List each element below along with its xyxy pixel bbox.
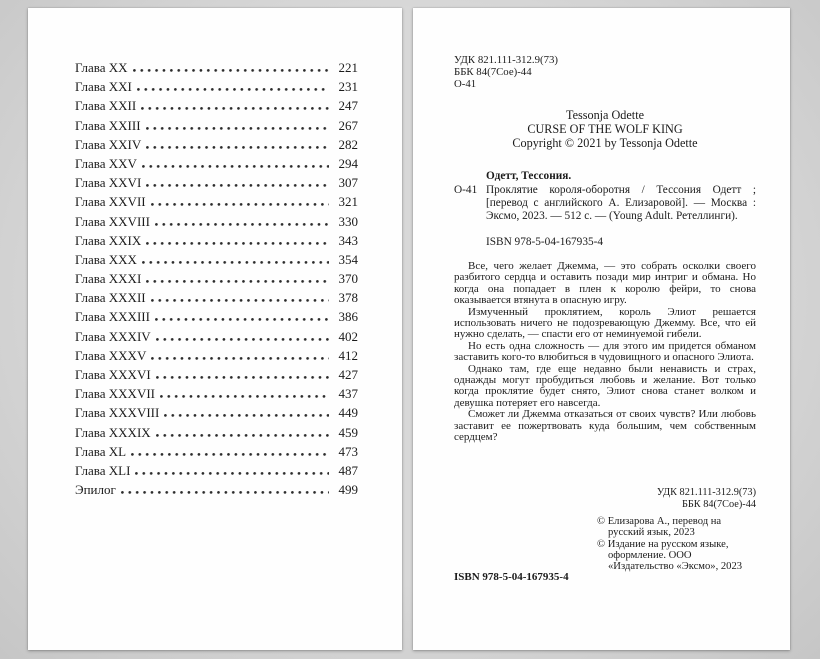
toc-dot-leader xyxy=(146,137,329,149)
toc-chapter-label: Глава XXVII xyxy=(75,194,146,210)
toc-dot-leader xyxy=(142,252,329,264)
toc-page-number: 267 xyxy=(338,117,358,133)
toc-page-number: 449 xyxy=(338,405,358,421)
annotation-paragraph: Измученный проклятием, король Элиот решается использовать ничего не подозревающую Джемму. Все, что ей нужно сделать, — спасти его от неминуемой гибели. xyxy=(454,305,756,341)
annotation-block xyxy=(454,261,756,444)
classification-bottom-block xyxy=(454,487,756,510)
toc-page-number: 282 xyxy=(338,136,358,152)
toc-page-number: 370 xyxy=(338,271,358,287)
toc-dot-leader xyxy=(151,348,329,360)
toc-chapter-label: Глава XXIV xyxy=(75,136,142,152)
toc-entry[interactable] xyxy=(75,60,358,79)
toc-dot-leader xyxy=(146,271,329,283)
toc-page-number: 437 xyxy=(338,386,358,402)
toc-entry[interactable] xyxy=(75,405,358,424)
annotation-paragraph: Все, чего желает Джемма, — это собрать осколки своего разбитого сердца и оставить позади мир интриг и обмана. Но когда она попадает в плен к королю фейри, то снова оказывается втянута в опасную игру. xyxy=(454,260,756,307)
toc-dot-leader xyxy=(142,156,329,168)
author-sign-code: О-41 xyxy=(454,78,477,90)
copyright-notice: © Издание на русском языке, оформление. ООО «Издательство «Эксмо», 2023 xyxy=(597,538,743,573)
copyright-notices-block xyxy=(597,516,757,572)
toc-entry[interactable] xyxy=(75,309,358,328)
toc-entry[interactable] xyxy=(75,79,358,98)
toc-chapter-label: Глава XXVI xyxy=(75,175,142,191)
toc-page-number: 386 xyxy=(338,309,358,325)
toc-dot-leader xyxy=(156,425,329,437)
udk-line: УДК 821.111-312.9(73) xyxy=(454,54,558,66)
toc-entry[interactable] xyxy=(75,175,358,194)
toc-chapter-label: Глава XL xyxy=(75,443,127,459)
toc-entry[interactable] xyxy=(75,348,358,367)
toc-entry[interactable] xyxy=(75,214,358,233)
toc-chapter-label: Глава XXIII xyxy=(75,117,141,133)
toc-dot-leader xyxy=(155,309,329,321)
toc-entry[interactable] xyxy=(75,444,358,463)
toc-chapter-label: Глава XXXV xyxy=(75,347,147,363)
toc-dot-leader xyxy=(135,463,329,475)
catalog-card-block xyxy=(454,170,756,249)
toc-entry[interactable] xyxy=(75,482,358,501)
toc-entry[interactable] xyxy=(75,137,358,156)
toc-page-number: 343 xyxy=(338,232,358,248)
toc-entry[interactable] xyxy=(75,367,358,386)
toc-dot-leader xyxy=(146,118,329,130)
toc-dot-leader xyxy=(156,329,329,341)
toc-page-number: 412 xyxy=(338,347,358,363)
toc-page-number: 231 xyxy=(338,79,358,95)
toc-entry[interactable] xyxy=(75,194,358,213)
toc-chapter-label: Глава XXXIII xyxy=(75,309,150,325)
toc-page-number: 402 xyxy=(338,328,358,344)
catalog-entry-row xyxy=(454,184,756,223)
original-title: CURSE OF THE WOLF KING xyxy=(527,122,683,136)
toc-dot-leader xyxy=(146,233,329,245)
toc-entry[interactable] xyxy=(75,386,358,405)
toc-entry[interactable] xyxy=(75,98,358,117)
toc-page-number: 459 xyxy=(338,424,358,440)
toc-dot-leader xyxy=(151,290,329,302)
toc-dot-leader xyxy=(133,60,329,72)
catalog-description: Проклятие короля-оборотня / Тессония Одетт ; [перевод с английского А. Елизаровой]. — Москва : Эксмо, 2023. — 512 с. — (Young Adult. Ретеллинги). xyxy=(486,184,756,222)
toc-chapter-label: Глава XXV xyxy=(75,155,137,171)
toc-chapter-label: Эпилог xyxy=(75,482,116,498)
toc-chapter-label: Глава XXII xyxy=(75,98,137,114)
toc-entry[interactable] xyxy=(75,118,358,137)
toc-entry[interactable] xyxy=(75,252,358,271)
toc-dot-leader xyxy=(141,98,329,110)
udk-line-bottom: УДК 821.111-312.9(73) xyxy=(656,487,756,498)
toc-dot-leader xyxy=(131,444,329,456)
toc-page-number: 499 xyxy=(338,482,358,498)
toc-entry[interactable] xyxy=(75,425,358,444)
toc-entry[interactable] xyxy=(75,329,358,348)
toc-chapter-label: Глава XXXIV xyxy=(75,328,151,344)
toc-page-number: 247 xyxy=(338,98,358,114)
annotation-paragraph: Однако там, где еще недавно были ненависть и страх, однажды могут пробудиться любовь и желание. Вот только когда проклятие будет снято, Элиот снова станет волком и девушка потеряет его навсегда. xyxy=(454,362,756,409)
toc-entry[interactable] xyxy=(75,233,358,252)
toc-chapter-label: Глава XXVIII xyxy=(75,213,150,229)
catalog-code: О-41 xyxy=(454,184,478,196)
original-copyright: Copyright © 2021 by Tessonja Odette xyxy=(512,136,698,150)
annotation-paragraph: Сможет ли Джемма отказаться от своих чувств? Или любовь заставит ее пожертвовать куда большим, чем собственным сердцем? xyxy=(454,408,756,444)
toc-dot-leader xyxy=(121,482,329,494)
classification-top-block xyxy=(454,54,558,90)
toc-entry[interactable] xyxy=(75,271,358,290)
toc-chapter-label: Глава XXXII xyxy=(75,290,146,306)
catalog-author: Одетт, Тессония. xyxy=(486,170,572,182)
toc-page-number: 221 xyxy=(338,60,358,75)
toc-chapter-label: Глава XX xyxy=(75,60,128,75)
annotation-paragraph: Но есть одна сложность — для этого им придется обманом заставить кого-то влюбиться в чудовищного и опасного Элиота. xyxy=(454,339,756,364)
toc-page-number: 354 xyxy=(338,251,358,267)
original-author: Tessonja Odette xyxy=(565,108,644,122)
toc-page-number: 294 xyxy=(338,155,358,171)
toc-chapter-label: Глава XXXVII xyxy=(75,386,155,402)
toc-chapter-label: Глава XXI xyxy=(75,79,132,95)
toc-chapter-label: Глава XXXVIII xyxy=(75,405,160,421)
toc-page xyxy=(28,8,402,650)
toc-entry[interactable] xyxy=(75,463,358,482)
toc-dot-leader xyxy=(146,175,329,187)
copyright-notice: © Елизарова А., перевод на русский язык, 2023 xyxy=(597,516,722,539)
toc-dot-leader xyxy=(137,79,329,91)
toc-page-number: 427 xyxy=(338,367,358,382)
toc-entry[interactable] xyxy=(75,290,358,309)
toc-chapter-label: Глава XXXVI xyxy=(75,367,151,382)
toc-page-number: 321 xyxy=(338,194,358,210)
toc-dot-leader xyxy=(151,194,329,206)
toc-chapter-label: Глава XXX xyxy=(75,251,137,267)
bbk-line: ББК 84(7Сое)-44 xyxy=(454,66,532,78)
toc-list xyxy=(75,60,358,501)
toc-dot-leader xyxy=(155,214,329,226)
bbk-line-bottom: ББК 84(7Сое)-44 xyxy=(681,498,756,510)
original-title-block xyxy=(454,108,756,150)
imprint-page xyxy=(413,8,790,650)
toc-dot-leader xyxy=(156,367,329,379)
toc-chapter-label: Глава XLI xyxy=(75,462,131,478)
isbn-catalog: ISBN 978-5-04-167935-4 xyxy=(486,236,604,248)
toc-page-number: 473 xyxy=(338,443,358,459)
toc-chapter-label: Глава XXXI xyxy=(75,271,142,287)
toc-dot-leader xyxy=(164,405,329,417)
toc-page-number: 307 xyxy=(338,175,358,191)
toc-page-number: 378 xyxy=(338,290,358,306)
toc-chapter-label: Глава XXIX xyxy=(75,232,142,248)
toc-chapter-label: Глава XXXIX xyxy=(75,424,151,440)
toc-entry[interactable] xyxy=(75,156,358,175)
toc-page-number: 330 xyxy=(338,213,358,229)
toc-page-number: 487 xyxy=(338,462,358,478)
isbn-bottom: ISBN 978-5-04-167935-4 xyxy=(454,571,569,583)
toc-dot-leader xyxy=(160,386,329,398)
